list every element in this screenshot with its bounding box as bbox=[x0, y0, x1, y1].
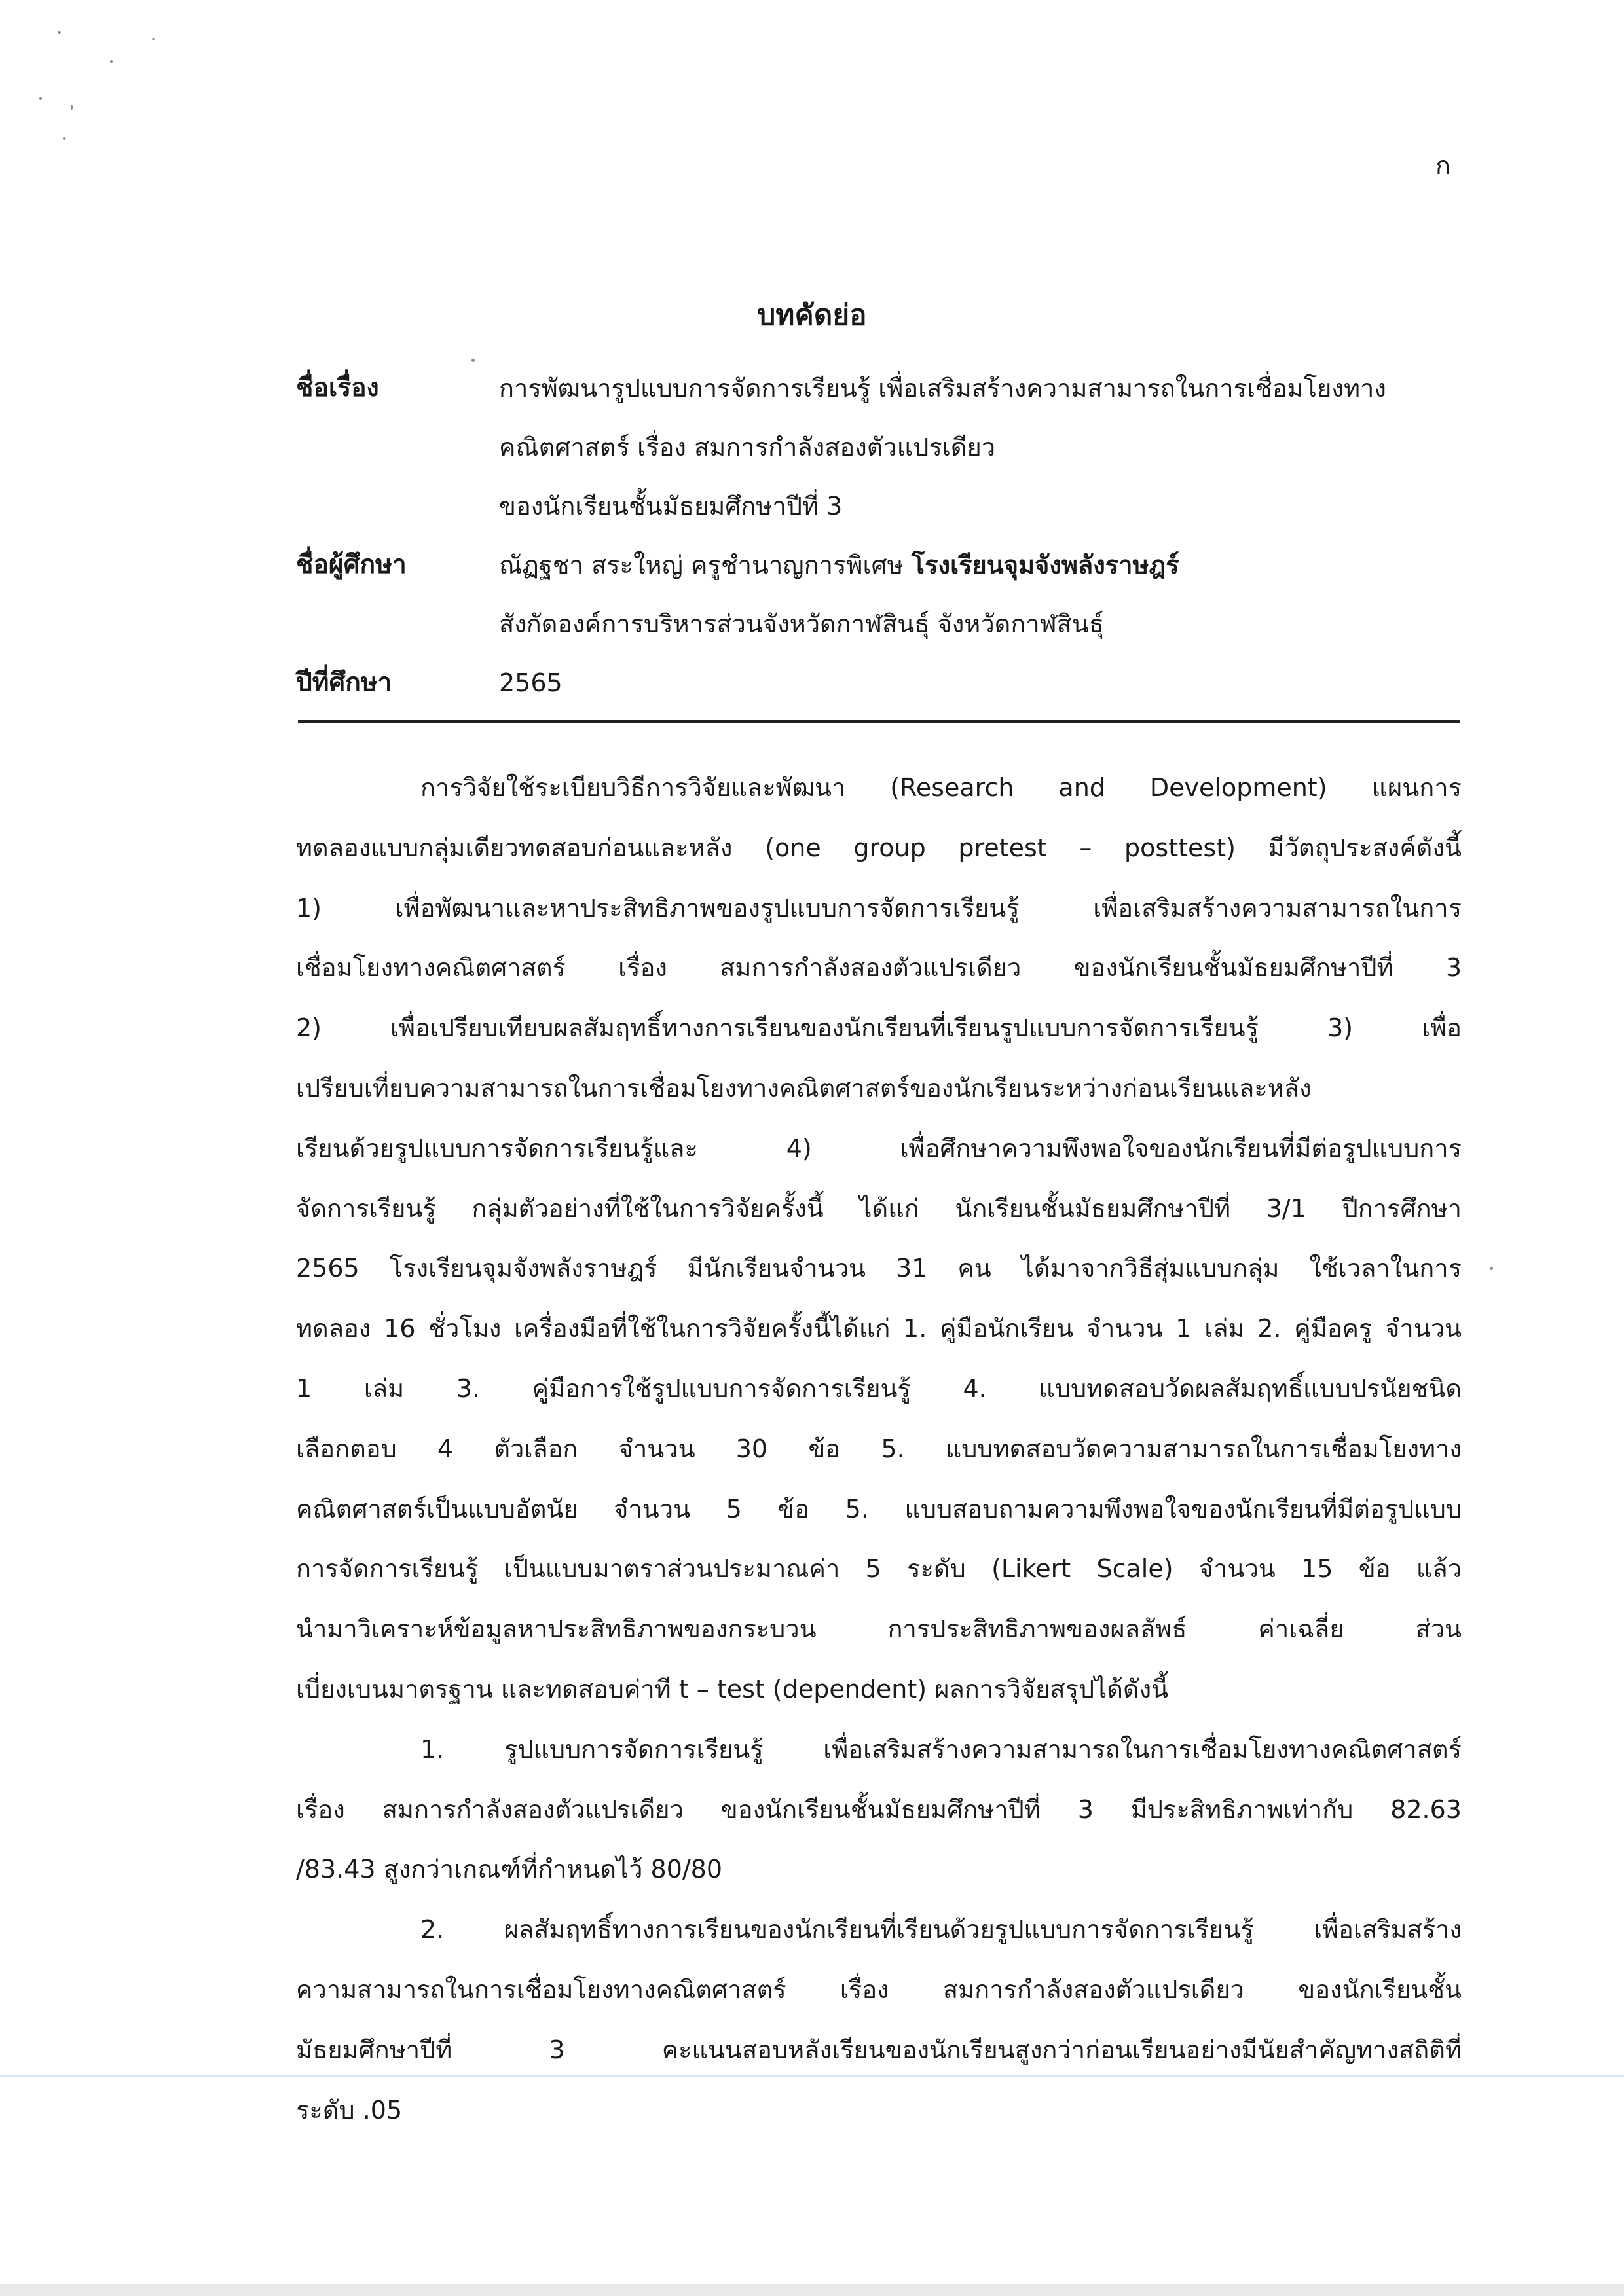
topic-line: ของนักเรียนชั้นมัธยมศึกษาปีที่ 3 bbox=[499, 492, 843, 520]
body-line: 1) เพื่อพัฒนาและหาประสิทธิภาพของรูปแบบการจัดการเรียนรู้ เพื่อเสริมสร้างความสามารถในการ bbox=[296, 893, 1462, 922]
body-line: 2565 โรงเรียนจุมจังพลังราษฎร์ มีนักเรียนจำนวน 31 คน ได้มาจากวิธีสุ่มแบบกลุ่ม ใช้เวลาในการ bbox=[296, 1254, 1462, 1283]
meta-row-author bbox=[296, 536, 1462, 653]
page-number: ก bbox=[1435, 151, 1451, 180]
result-item-2-line: มัธยมศึกษาปีที่ 3 คะแนนสอบหลังเรียนของนักเรียนสูงกว่าก่อนเรียนอย่างมีนัยสำคัญทางสถิติที่ bbox=[296, 2035, 1462, 2064]
body-line: ทดลอง 16 ชั่วโมง เครื่องมือที่ใช้ในการวิจัยครั้งนี้ได้แก่ 1. คู่มือนักเรียน จำนวน 1 เล่ม 2. คู่มือครู จำนวน bbox=[296, 1314, 1462, 1343]
header-divider bbox=[298, 720, 1460, 723]
scan-bottom-edge bbox=[0, 2284, 1624, 2296]
meta-value-author bbox=[499, 536, 1462, 653]
meta-value-topic bbox=[499, 359, 1462, 536]
scan-speck bbox=[63, 137, 65, 140]
result-item-1-line: เรื่อง สมการกำลังสองตัวแปรเดียว ของนักเรียนชั้นมัธยมศึกษาปีที่ 3 มีประสิทธิภาพเท่ากับ 82.63 bbox=[296, 1795, 1462, 1824]
year-line: 2565 bbox=[499, 668, 563, 697]
scan-speck bbox=[39, 97, 42, 100]
result-item-1-line: /83.43 สูงกว่าเกณฑ์ที่กำหนดไว้ 80/80 bbox=[296, 1855, 723, 1884]
result-item-2-line: ระดับ .05 bbox=[296, 2095, 403, 2124]
body-line: นำมาวิเคราะห์ข้อมูลหาประสิทธิภาพของกระบวน การประสิทธิภาพของผลลัพธ์ ค่าเฉลี่ย ส่วน bbox=[296, 1614, 1462, 1644]
meta-label-author: ชื่อผู้ศึกษา bbox=[296, 550, 407, 579]
scan-artifact-line bbox=[0, 2075, 1624, 2077]
scan-speck bbox=[71, 105, 73, 110]
body-line: จัดการเรียนรู้ กลุ่มตัวอย่างที่ใช้ในการวิจัยครั้งนี้ ได้แก่ นักเรียนชั้นมัธยมศึกษาปีที่ 3/1 ปีการศึกษา bbox=[296, 1194, 1462, 1223]
abstract-body bbox=[296, 758, 1462, 2140]
result-item-1-line: 1. รูปแบบการจัดการเรียนรู้ เพื่อเสริมสร้างความสามารถในการเชื่อมโยงทางคณิตศาสตร์ bbox=[420, 1734, 1462, 1764]
meta-label-year: ปีที่ศึกษา bbox=[296, 668, 392, 697]
result-item-2-line: ความสามารถในการเชื่อมโยงทางคณิตศาสตร์ เรื่อง สมการกำลังสองตัวแปรเดียว ของนักเรียนชั้น bbox=[296, 1975, 1462, 2004]
body-line: 1 เล่ม 3. คู่มือการใช้รูปแบบการจัดการเรียนรู้ 4. แบบทดสอบวัดผลสัมฤทธิ์แบบปรนัยชนิด bbox=[296, 1374, 1462, 1403]
scan-speck bbox=[58, 31, 61, 34]
body-line: 2) เพื่อเปรียบเทียบผลสัมฤทธิ์ทางการเรียนของนักเรียนที่เรียนรูปแบบการจัดการเรียนรู้ 3) เพื่อ bbox=[296, 1013, 1462, 1043]
result-item-2-line: 2. ผลสัมฤทธิ์ทางการเรียนของนักเรียนที่เรียนด้วยรูปแบบการจัดการเรียนรู้ เพื่อเสริมสร้าง bbox=[420, 1915, 1462, 1944]
abstract-metadata bbox=[296, 359, 1462, 712]
abstract-title: บทคัดย่อ bbox=[757, 299, 867, 332]
body-line: เรียนด้วยรูปแบบการจัดการเรียนรู้และ 4) เพื่อศึกษาความพึงพอใจของนักเรียนที่มีต่อรูปแบบการ bbox=[296, 1133, 1462, 1163]
author-line bbox=[499, 536, 1462, 594]
topic-line: คณิตศาสตร์ เรื่อง สมการกำลังสองตัวแปรเดียว bbox=[499, 433, 996, 462]
scan-speck bbox=[1490, 1267, 1493, 1270]
topic-line: การพัฒนารูปแบบการจัดการเรียนรู้ เพื่อเสริมสร้างความสามารถในการเชื่อมโยงทาง bbox=[499, 374, 1386, 403]
body-line: การวิจัยใช้ระเบียบวิธีการวิจัยและพัฒนา (Research and Development) แผนการ bbox=[420, 773, 1462, 802]
body-line: เปรียบเที่ยบความสามารถในการเชื่อมโยงทางคณิตศาสตร์ของนักเรียนระหว่างก่อนเรียนและหลัง bbox=[296, 1073, 1312, 1102]
body-line: เชื่อมโยงทางคณิตศาสตร์ เรื่อง สมการกำลังสองตัวแปรเดียว ของนักเรียนชั้นมัธยมศึกษาปีที่ 3 bbox=[296, 953, 1462, 983]
scan-speck bbox=[110, 60, 113, 63]
meta-row-topic bbox=[296, 359, 1462, 536]
body-line: เลือกตอบ 4 ตัวเลือก จำนวน 30 ข้อ 5. แบบทดสอบวัดความสามารถในการเชื่อมโยงทาง bbox=[296, 1434, 1462, 1463]
author-name-position: ณัฏฐชา สระใหญ่ ครูชำนาญการพิเศษ bbox=[499, 551, 912, 579]
school-name: โรงเรียนจุมจังพลังราษฎร์ bbox=[911, 551, 1179, 579]
meta-row-year bbox=[296, 653, 1462, 712]
meta-value-year bbox=[499, 653, 1462, 712]
affiliation-line: สังกัดองค์การบริหารส่วนจังหวัดกาฬสินธุ์ จังหวัดกาฬสินธุ์ bbox=[499, 610, 1105, 638]
body-line: การจัดการเรียนรู้ เป็นแบบมาตราส่วนประมาณค่า 5 ระดับ (Likert Scale) จำนวน 15 ข้อ แล้ว bbox=[296, 1554, 1462, 1584]
body-line: ทดลองแบบกลุ่มเดียวทดสอบก่อนและหลัง (one group pretest – posttest) มีวัตถุประสงค์ดังนี้ bbox=[296, 833, 1462, 862]
scan-speck bbox=[152, 38, 155, 40]
body-line: คณิตศาสตร์เป็นแบบอัตนัย จำนวน 5 ข้อ 5. แบบสอบถามความพึงพอใจของนักเรียนที่มีต่อรูปแบบ bbox=[296, 1494, 1462, 1523]
body-line: เบี่ยงเบนมาตรฐาน และทดสอบค่าที t – test (dependent) ผลการวิจัยสรุปได้ดังนี้ bbox=[296, 1674, 1169, 1704]
meta-label-topic: ชื่อเรื่อง bbox=[296, 373, 379, 403]
